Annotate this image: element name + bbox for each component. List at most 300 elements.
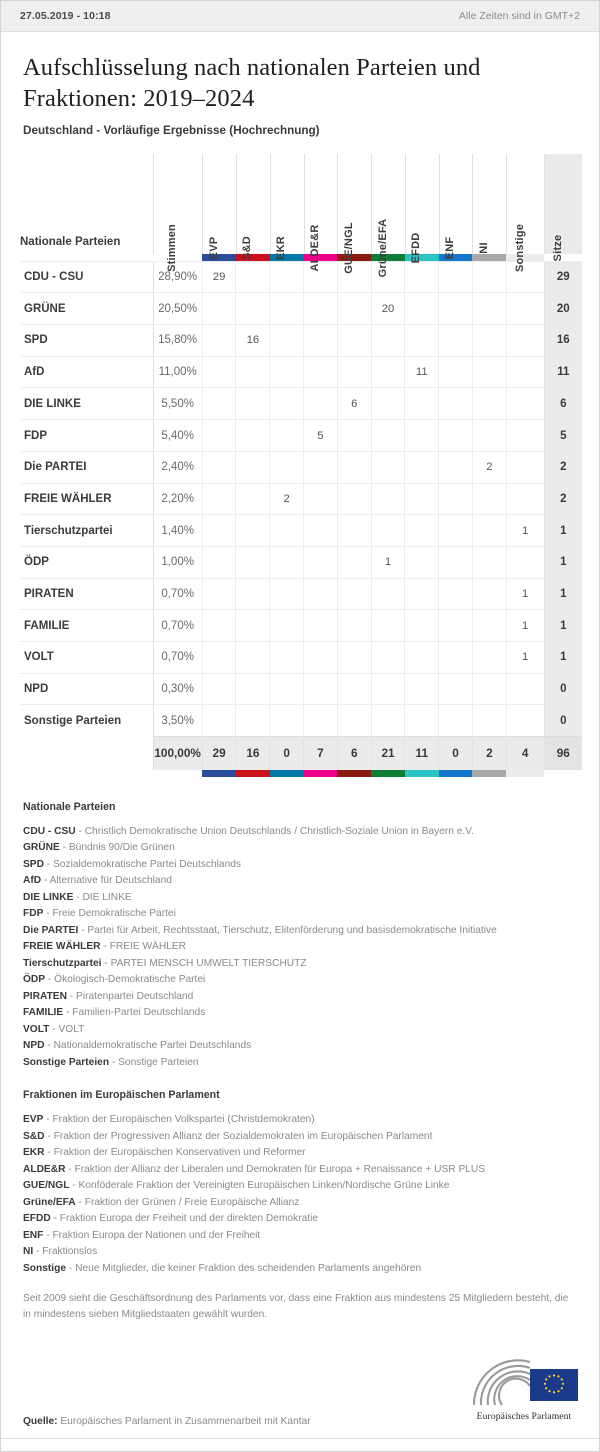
- legend-item: PIRATEN - Piratenpartei Deutschland: [23, 990, 194, 1002]
- row-seats-guengl: [337, 578, 371, 610]
- legend-item-abbr: SPD: [23, 858, 44, 870]
- row-votes: 0,70%: [153, 578, 202, 610]
- row-seats-ni: [472, 483, 506, 515]
- row-total-seats: 0: [544, 673, 582, 705]
- row-seats-guengl: [337, 515, 371, 547]
- row-seats-sd: [236, 546, 270, 578]
- legend-item-abbr: GRÜNE: [23, 842, 60, 854]
- legend-parties-heading: Nationale Parteien: [23, 800, 116, 813]
- row-seats-alder: [304, 388, 338, 420]
- source-label: Quelle:: [23, 1416, 58, 1427]
- legend-item: FAMILIE - Familien-Partei Deutschlands: [23, 1007, 206, 1019]
- row-votes: 2,40%: [153, 451, 202, 483]
- legend-item-desc: Familien-Partei Deutschlands: [72, 1007, 206, 1019]
- legend-item-abbr: FAMILIE: [23, 1007, 64, 1019]
- row-seats-ekr: [270, 293, 304, 325]
- column-header-guengl: GUE/NGL: [342, 221, 355, 274]
- row-seats-alder: [304, 673, 338, 705]
- row-seats-enf: [439, 610, 473, 642]
- row-seats-grueneefa: [371, 673, 405, 705]
- row-seats-grueneefa: [371, 388, 405, 420]
- row-seats-ekr: [270, 610, 304, 642]
- row-seats-guengl: [337, 293, 371, 325]
- row-total-seats: 11: [544, 356, 582, 388]
- column-header-votes: Stimmen: [166, 223, 179, 272]
- ep-logo: [468, 1357, 580, 1422]
- table-row: [20, 420, 582, 452]
- legend-item: NPD - Nationaldemokratische Partei Deutschlands: [23, 1040, 252, 1052]
- column-header-seats: Sitze: [551, 234, 564, 262]
- legend-item: CDU - CSU - Christlich Demokratische Union Deutschlands / Christlich-Soziale Union in Bayern e.V.: [23, 825, 474, 837]
- legend-item-desc: Fraktion der Allianz der Liberalen und Demokraten für Europa + Renaissance + USR PLUS: [74, 1163, 486, 1175]
- row-seats-sonstige: [506, 483, 544, 515]
- legend-item-abbr: NPD: [23, 1040, 45, 1052]
- column-header-evp: EVP: [207, 236, 220, 260]
- total-ni: 2: [472, 737, 506, 770]
- row-seats-alder: [304, 705, 338, 737]
- row-seats-guengl: [337, 641, 371, 673]
- legend-item-abbr: NI: [23, 1246, 34, 1258]
- row-seats-efdd: [405, 546, 439, 578]
- legend-item-desc: Alternative für Deutschland: [49, 875, 172, 887]
- row-seats-efdd: [405, 451, 439, 483]
- row-seats-efdd: [405, 705, 439, 737]
- row-seats-enf: [439, 546, 473, 578]
- row-seats-ni: [472, 261, 506, 293]
- row-seats-alder: [304, 515, 338, 547]
- column-header-alder: ALDE&R: [308, 224, 321, 272]
- column-header-sonstige: Sonstige: [513, 223, 526, 272]
- row-seats-ekr: [270, 546, 304, 578]
- row-seats-efdd: [405, 293, 439, 325]
- total-votes: 100,00%: [153, 737, 202, 770]
- row-seats-enf: [439, 578, 473, 610]
- row-total-seats: 1: [544, 578, 582, 610]
- legend-item-desc: Sonstige Parteien: [118, 1056, 199, 1068]
- legend-item-desc: Fraktion Europa der Nationen und der Freiheit: [52, 1229, 261, 1241]
- row-party-name: NPD: [20, 673, 153, 705]
- row-seats-alder: [304, 641, 338, 673]
- page-subtitle: Deutschland - Vorläufige Ergebnisse (Hochrechnung): [23, 123, 320, 137]
- column-header-sd: S&D: [241, 235, 254, 260]
- row-seats-grueneefa: 20: [371, 293, 405, 325]
- legend-item-desc: Fraktion der Progressiven Allianz der Sozialdemokraten im Europäischen Parlament: [53, 1130, 433, 1142]
- legend-item-abbr: EFDD: [23, 1213, 51, 1225]
- legend-item-desc: Konföderale Fraktion der Vereinigten Europäischen Linken/Nordische Grüne Linke: [78, 1180, 450, 1192]
- group-color-sonstige: [506, 770, 544, 777]
- row-total-seats: 1: [544, 641, 582, 673]
- legend-item-abbr: FDP: [23, 908, 44, 920]
- legend-item: Tierschutzpartei - PARTEI MENSCH UMWELT TIERSCHUTZ: [23, 957, 307, 969]
- group-color-ni: [472, 770, 506, 777]
- legend-item-desc: PARTEI MENSCH UMWELT TIERSCHUTZ: [110, 957, 307, 969]
- row-seats-sd: [236, 515, 270, 547]
- row-seats-ni: [472, 515, 506, 547]
- row-seats-ni: [472, 546, 506, 578]
- row-seats-enf: [439, 388, 473, 420]
- table-row: [20, 705, 582, 737]
- row-seats-sd: 16: [236, 325, 270, 357]
- row-seats-sd: [236, 641, 270, 673]
- legend-item: VOLT - VOLT: [23, 1023, 85, 1035]
- row-seats-evp: [202, 578, 236, 610]
- row-seats-ni: [472, 356, 506, 388]
- legend-item-desc: Fraktion der Europäischen Volkspartei (Christdemokraten): [52, 1114, 315, 1126]
- row-seats-sd: [236, 483, 270, 515]
- row-seats-grueneefa: [371, 325, 405, 357]
- legend-item: Grüne/EFA - Fraktion der Grünen / Freie Europäische Allianz: [23, 1196, 300, 1208]
- row-seats-enf: [439, 261, 473, 293]
- legend-item-abbr: ÖDP: [23, 974, 46, 986]
- total-ekr: 0: [270, 737, 304, 770]
- status-bar: [1, 1, 599, 32]
- legend-item: Sonstige - Neue Mitglieder, die keiner Fraktion des scheidenden Parlaments angehören: [23, 1262, 422, 1274]
- row-seats-ekr: [270, 515, 304, 547]
- row-seats-evp: [202, 610, 236, 642]
- row-party-name: PIRATEN: [20, 578, 153, 610]
- total-efdd: 11: [405, 737, 439, 770]
- page-title: Aufschlüsselung nach nationalen Parteien und Fraktionen: 2019–2024: [23, 54, 481, 113]
- legend-item: ENF - Fraktion Europa der Nationen und der Freiheit: [23, 1229, 261, 1241]
- legend-note: Seit 2009 sieht die Geschäftsordnung des Parlaments vor, dass eine Fraktion aus mindestens 25 Mitgliedern besteht, die in mindestens sieben Mitgliedstaaten gewählt wurden.: [23, 1293, 569, 1321]
- row-votes: 11,00%: [153, 356, 202, 388]
- table-row: [20, 515, 582, 547]
- row-seats-grueneefa: [371, 578, 405, 610]
- legend-item-desc: Nationaldemokratische Partei Deutschlands: [53, 1040, 252, 1052]
- legend-item-abbr: Tierschutzpartei: [23, 957, 102, 969]
- legend-item: Die PARTEI - Partei für Arbeit, Rechtsstaat, Tierschutz, Elitenförderung und basisdemokratische Initiative: [23, 924, 497, 936]
- row-seats-efdd: [405, 325, 439, 357]
- row-party-name: CDU - CSU: [20, 261, 153, 293]
- legend-item-desc: Fraktionslos: [42, 1246, 98, 1258]
- row-seats-ni: [472, 420, 506, 452]
- legend-item-desc: Sozialdemokratische Partei Deutschlands: [53, 858, 242, 870]
- row-seats-enf: [439, 420, 473, 452]
- row-seats-guengl: [337, 325, 371, 357]
- timestamp: 27.05.2019 - 10:18: [20, 10, 111, 22]
- row-seats-efdd: [405, 641, 439, 673]
- legend-item: GUE/NGL - Konföderale Fraktion der Vereinigten Europäischen Linken/Nordische Grüne Linke: [23, 1180, 450, 1192]
- row-party-name: Tierschutzpartei: [20, 515, 153, 547]
- legend-item: EFDD - Fraktion Europa der Freiheit und der direkten Demokratie: [23, 1213, 319, 1225]
- row-seats-ekr: 2: [270, 483, 304, 515]
- row-seats-evp: [202, 515, 236, 547]
- row-seats-sonstige: [506, 420, 544, 452]
- footer-divider: [1, 1438, 599, 1439]
- row-total-seats: 0: [544, 705, 582, 737]
- row-seats-alder: [304, 325, 338, 357]
- row-seats-sonstige: [506, 293, 544, 325]
- legend-item: AfD - Alternative für Deutschland: [23, 875, 172, 887]
- group-color-ekr: [270, 770, 304, 777]
- row-seats-enf: [439, 673, 473, 705]
- row-votes: 5,50%: [153, 388, 202, 420]
- row-total-seats: 5: [544, 420, 582, 452]
- row-votes: 28,90%: [153, 261, 202, 293]
- legend-section: [1, 777, 599, 1324]
- row-seats-enf: [439, 705, 473, 737]
- row-seats-ekr: [270, 705, 304, 737]
- row-seats-ekr: [270, 673, 304, 705]
- legend-item: EVP - Fraktion der Europäischen Volkspartei (Christdemokraten): [23, 1114, 315, 1126]
- row-seats-efdd: [405, 388, 439, 420]
- row-seats-sonstige: [506, 673, 544, 705]
- footer: [1, 1351, 599, 1451]
- column-header-enf: ENF: [444, 236, 457, 260]
- row-seats-guengl: 6: [337, 388, 371, 420]
- row-votes: 1,40%: [153, 515, 202, 547]
- row-seats-evp: [202, 546, 236, 578]
- row-votes: 1,00%: [153, 546, 202, 578]
- row-seats-evp: [202, 325, 236, 357]
- row-party-name: SPD: [20, 325, 153, 357]
- row-seats-ekr: [270, 388, 304, 420]
- column-header-ekr: EKR: [275, 235, 288, 260]
- legend-item-abbr: EKR: [23, 1147, 45, 1159]
- row-seats-alder: [304, 610, 338, 642]
- row-seats-sd: [236, 451, 270, 483]
- row-seats-sonstige: [506, 451, 544, 483]
- legend-item: DIE LINKE - DIE LINKE: [23, 891, 132, 903]
- table-body: [20, 261, 582, 769]
- row-seats-ni: [472, 641, 506, 673]
- group-color-enf: [439, 770, 473, 777]
- total-label: [20, 737, 153, 770]
- row-seats-guengl: [337, 673, 371, 705]
- total-evp: 29: [202, 737, 236, 770]
- row-seats-efdd: 11: [405, 356, 439, 388]
- row-seats-efdd: [405, 673, 439, 705]
- row-seats-ekr: [270, 325, 304, 357]
- legend-item-desc: VOLT: [58, 1023, 85, 1035]
- group-color-evp: [202, 770, 236, 777]
- row-seats-ni: [472, 705, 506, 737]
- row-seats-ni: [472, 388, 506, 420]
- row-seats-sonstige: [506, 388, 544, 420]
- group-color-ni: [472, 254, 506, 262]
- row-party-name: AfD: [20, 356, 153, 388]
- row-total-seats: 2: [544, 483, 582, 515]
- row-party-name: GRÜNE: [20, 293, 153, 325]
- row-seats-sonstige: [506, 705, 544, 737]
- row-seats-sonstige: 1: [506, 641, 544, 673]
- row-seats-sd: [236, 578, 270, 610]
- group-color-grueneefa: [371, 770, 405, 777]
- legend-item-desc: Fraktion der Grünen / Freie Europäische Allianz: [84, 1196, 300, 1208]
- legend-item-abbr: Sonstige Parteien: [23, 1056, 110, 1068]
- timezone-note: Alle Zeiten sind in GMT+2: [458, 10, 580, 22]
- row-seats-enf: [439, 356, 473, 388]
- row-seats-evp: [202, 673, 236, 705]
- row-seats-sonstige: 1: [506, 515, 544, 547]
- results-table-container: [1, 154, 599, 777]
- total-grueneefa: 21: [371, 737, 405, 770]
- table-row: [20, 325, 582, 357]
- legend-item: EKR - Fraktion der Europäischen Konservativen und Reformer: [23, 1147, 306, 1159]
- group-color-alder: [304, 770, 338, 777]
- ep-logo-label: Europäisches Parlament: [476, 1411, 572, 1422]
- legend-item-abbr: Sonstige: [23, 1262, 67, 1274]
- row-votes: 20,50%: [153, 293, 202, 325]
- row-seats-sd: [236, 388, 270, 420]
- row-seats-sd: [236, 673, 270, 705]
- row-seats-grueneefa: [371, 483, 405, 515]
- table-row: [20, 610, 582, 642]
- row-votes: 2,20%: [153, 483, 202, 515]
- row-seats-evp: [202, 420, 236, 452]
- total-sd: 16: [236, 737, 270, 770]
- group-color-guengl: [337, 770, 371, 777]
- row-votes: 0,70%: [153, 610, 202, 642]
- row-seats-sonstige: 1: [506, 578, 544, 610]
- legend-item: Sonstige Parteien - Sonstige Parteien: [23, 1056, 199, 1068]
- legend-groups-heading: Fraktionen im Europäischen Parlament: [23, 1089, 220, 1102]
- row-party-name: Sonstige Parteien: [20, 705, 153, 737]
- row-seats-efdd: [405, 261, 439, 293]
- legend-item: S&D - Fraktion der Progressiven Allianz der Sozialdemokraten im Europäischen Parlament: [23, 1130, 433, 1142]
- table-row: [20, 673, 582, 705]
- eu-flag-icon: [530, 1369, 578, 1401]
- row-seats-ekr: [270, 578, 304, 610]
- row-total-seats: 1: [544, 546, 582, 578]
- table-row: [20, 261, 582, 293]
- table-row: [20, 483, 582, 515]
- source-text: Europäisches Parlament in Zusammenarbeit mit Kantar: [57, 1416, 311, 1427]
- row-seats-sonstige: [506, 325, 544, 357]
- row-seats-alder: [304, 546, 338, 578]
- total-sonstige: 4: [506, 737, 544, 770]
- row-seats-enf: [439, 483, 473, 515]
- row-seats-sd: [236, 261, 270, 293]
- legend-item-desc: DIE LINKE: [82, 891, 132, 903]
- row-seats-alder: [304, 578, 338, 610]
- row-seats-grueneefa: [371, 610, 405, 642]
- row-seats-enf: [439, 641, 473, 673]
- row-seats-sd: [236, 705, 270, 737]
- table-row: [20, 388, 582, 420]
- row-seats-sd: [236, 610, 270, 642]
- row-party-name: DIE LINKE: [20, 388, 153, 420]
- row-seats-alder: [304, 356, 338, 388]
- row-seats-efdd: [405, 483, 439, 515]
- table-row: [20, 578, 582, 610]
- legend-item: FREIE WÄHLER - FREIE WÄHLER: [23, 941, 187, 953]
- row-seats-enf: [439, 515, 473, 547]
- row-seats-evp: [202, 483, 236, 515]
- legend-item-abbr: Grüne/EFA: [23, 1196, 76, 1208]
- header-block: [1, 32, 599, 137]
- row-votes: 15,80%: [153, 325, 202, 357]
- row-votes: 0,30%: [153, 673, 202, 705]
- parliament-hemicycle-icon: [468, 1357, 580, 1409]
- legend-item-desc: Freie Demokratische Partei: [52, 908, 176, 920]
- row-party-name: FAMILIE: [20, 610, 153, 642]
- row-seats-efdd: [405, 578, 439, 610]
- legend-item-abbr: VOLT: [23, 1023, 50, 1035]
- total-alder: 7: [304, 737, 338, 770]
- row-seats-ni: [472, 578, 506, 610]
- row-seats-sd: [236, 293, 270, 325]
- legend-item: ALDE&R - Fraktion der Allianz der Liberalen und Demokraten für Europa + Renaissance + USR PLUS: [23, 1163, 486, 1175]
- legend-item-abbr: CDU - CSU: [23, 825, 76, 837]
- row-seats-guengl: [337, 420, 371, 452]
- legend-item-desc: Christlich Demokratische Union Deutschlands / Christlich-Soziale Union in Bayern e.V.: [84, 825, 474, 837]
- row-seats-guengl: [337, 356, 371, 388]
- row-seats-evp: [202, 705, 236, 737]
- legend-item-abbr: GUE/NGL: [23, 1180, 70, 1192]
- legend-item-abbr: ALDE&R: [23, 1163, 66, 1175]
- legend-item-abbr: ENF: [23, 1229, 44, 1241]
- row-seats-guengl: [337, 546, 371, 578]
- row-seats-grueneefa: [371, 641, 405, 673]
- row-seats-efdd: [405, 610, 439, 642]
- legend-item: NI - Fraktionslos: [23, 1246, 98, 1258]
- group-color-sd: [236, 770, 270, 777]
- row-seats-ni: [472, 325, 506, 357]
- row-seats-sonstige: [506, 546, 544, 578]
- table-row: [20, 293, 582, 325]
- legend-groups-list: [23, 1112, 577, 1277]
- row-seats-evp: [202, 388, 236, 420]
- row-seats-evp: [202, 356, 236, 388]
- row-seats-efdd: [405, 420, 439, 452]
- row-seats-evp: [202, 641, 236, 673]
- legend-item-desc: FREIE WÄHLER: [109, 941, 187, 953]
- row-seats-ni: [472, 610, 506, 642]
- row-seats-grueneefa: [371, 705, 405, 737]
- row-total-seats: 1: [544, 610, 582, 642]
- row-seats-enf: [439, 293, 473, 325]
- legend-item-desc: Partei für Arbeit, Rechtsstaat, Tierschutz, Elitenförderung und basisdemokratische Initiative: [87, 924, 497, 936]
- row-votes: 3,50%: [153, 705, 202, 737]
- legend-item-desc: Fraktion Europa der Freiheit und der direkten Demokratie: [59, 1213, 319, 1225]
- row-seats-grueneefa: [371, 451, 405, 483]
- column-header-ni: NI: [477, 242, 490, 254]
- row-seats-ekr: [270, 356, 304, 388]
- column-header-party: Nationale Parteien: [20, 235, 121, 248]
- row-votes: 5,40%: [153, 420, 202, 452]
- row-seats-guengl: [337, 451, 371, 483]
- column-header-efdd: EFDD: [410, 232, 423, 264]
- row-seats-grueneefa: [371, 356, 405, 388]
- row-seats-guengl: [337, 705, 371, 737]
- row-total-seats: 29: [544, 261, 582, 293]
- legend-item-abbr: AfD: [23, 875, 42, 887]
- table-row: [20, 546, 582, 578]
- legend-item: ÖDP - Ökologisch-Demokratische Partei: [23, 974, 206, 986]
- row-party-name: FDP: [20, 420, 153, 452]
- legend-item-abbr: Die PARTEI: [23, 924, 79, 936]
- row-seats-alder: [304, 483, 338, 515]
- group-color-efdd: [405, 770, 439, 777]
- row-seats-ekr: [270, 261, 304, 293]
- row-seats-guengl: [337, 610, 371, 642]
- row-seats-enf: [439, 325, 473, 357]
- row-seats-ekr: [270, 420, 304, 452]
- table-row: [20, 451, 582, 483]
- legend-item-abbr: FREIE WÄHLER: [23, 941, 101, 953]
- row-total-seats: 16: [544, 325, 582, 357]
- legend-item-abbr: EVP: [23, 1114, 44, 1126]
- row-votes: 0,70%: [153, 641, 202, 673]
- legend-item-desc: Neue Mitglieder, die keiner Fraktion des scheidenden Parlaments angehören: [75, 1262, 422, 1274]
- total-seats: 96: [544, 737, 582, 770]
- row-seats-ni: [472, 293, 506, 325]
- row-seats-sonstige: [506, 356, 544, 388]
- row-seats-ni: 2: [472, 451, 506, 483]
- row-seats-sd: [236, 420, 270, 452]
- source-line: [23, 1416, 311, 1427]
